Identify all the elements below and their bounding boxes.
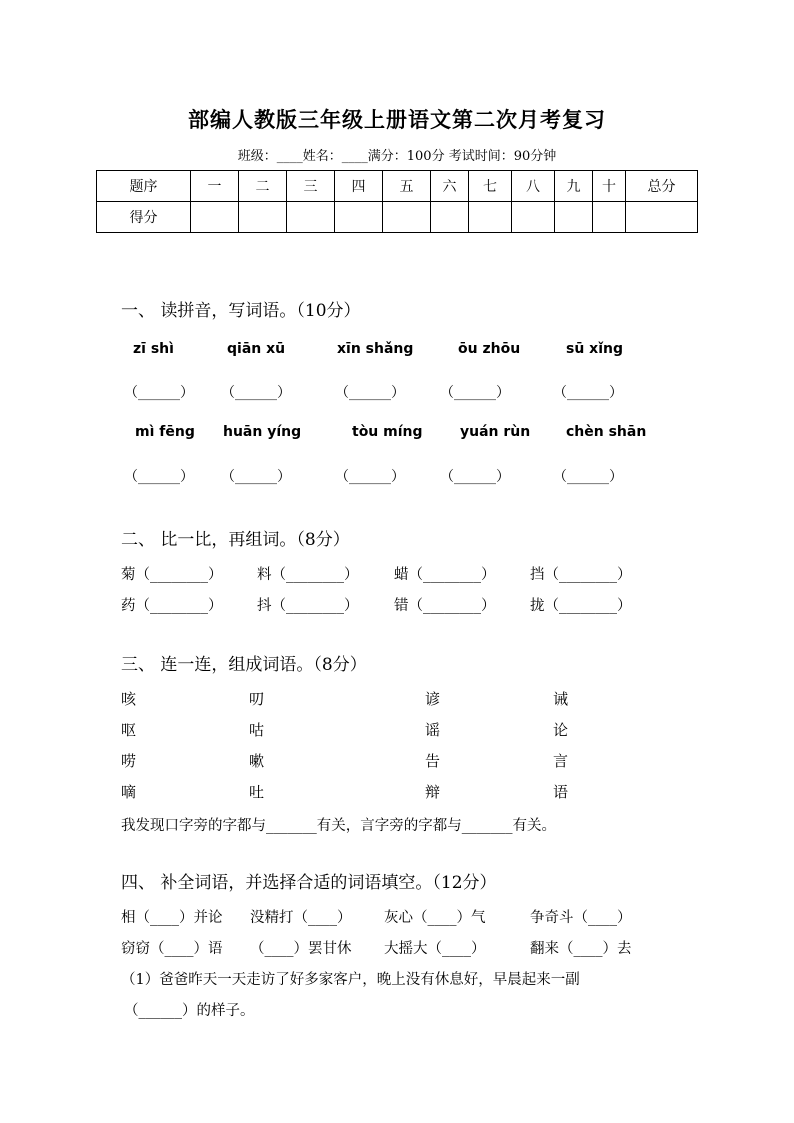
pinyin: xīn shǎng [337,341,414,357]
score-input-cell[interactable] [239,202,287,233]
score-table-score-row [97,202,698,233]
section-heading: 一、 读拼音，写词语。（10分） [121,301,361,321]
question-text: （1）爸爸昨天一天走访了好多家客户，晚上没有休息好，早晨起来一副 [121,972,580,988]
table-cell: 六 [431,171,469,202]
table-cell: 三 [287,171,335,202]
table-cell: 总分 [626,171,698,202]
score-input-cell[interactable] [335,202,383,233]
answer-blank[interactable]: （______） [440,469,510,485]
pinyin: ōu zhōu [458,341,521,357]
table-cell: 七 [469,171,512,202]
answer-blank[interactable]: （______） [553,469,623,485]
table-cell: 五 [383,171,431,202]
idiom-item[interactable]: （____）罢甘休 [250,941,352,957]
answer-blank[interactable]: （______） [335,469,405,485]
answer-blank[interactable]: （______） [553,385,623,401]
fill-in-sentence[interactable]: 我发现口字旁的字都与_______有关，言字旁的字都与_______有关。 [121,818,556,834]
score-input-cell[interactable] [431,202,469,233]
match-char[interactable]: 诫 [553,690,569,708]
score-table [96,170,698,233]
answer-blank[interactable]: （______） [124,469,194,485]
table-cell: 题序 [97,171,191,202]
idiom-item[interactable]: 翻来（____）去 [530,941,632,957]
table-cell: 二 [239,171,287,202]
match-char[interactable]: 语 [553,783,569,801]
table-cell: 九 [555,171,593,202]
score-input-cell[interactable] [287,202,335,233]
match-char[interactable]: 嘀 [121,783,137,801]
pinyin: zī shì [133,341,174,357]
match-char[interactable]: 唠 [121,752,137,770]
pinyin: huān yíng [223,424,302,440]
section-heading: 四、 补全词语，并选择合适的词语填空。（12分） [121,873,497,893]
pinyin: yuán rùn [460,424,531,440]
match-char[interactable]: 咳 [121,690,137,708]
match-char[interactable]: 呕 [121,721,137,739]
section-heading: 三、 连一连，组成词语。（8分） [121,655,367,675]
pinyin: chèn shān [566,424,647,440]
score-input-cell[interactable] [555,202,593,233]
match-char[interactable]: 咕 [249,721,265,739]
match-char[interactable]: 吐 [249,783,265,801]
idiom-item[interactable]: 灰心（____）气 [384,910,486,926]
word-item[interactable]: 药（________） [121,598,223,614]
match-char[interactable]: 叨 [249,690,265,708]
table-cell: 得分 [97,202,191,233]
word-item[interactable]: 菊（________） [121,567,223,583]
score-input-cell[interactable] [383,202,431,233]
score-input-cell[interactable] [593,202,626,233]
match-char[interactable]: 辩 [425,783,441,801]
table-cell: 十 [593,171,626,202]
word-item[interactable]: 挡（________） [530,567,632,583]
word-item[interactable]: 错（________） [394,598,496,614]
answer-blank[interactable]: （______） [440,385,510,401]
pinyin: qiān xū [227,341,286,357]
pinyin: tòu míng [352,424,423,440]
match-char[interactable]: 言 [553,752,569,770]
match-char[interactable]: 谚 [425,690,441,708]
match-char[interactable]: 告 [425,752,441,770]
idiom-item[interactable]: 没精打（____） [250,910,352,926]
idiom-item[interactable]: 相（____）并论 [121,910,223,926]
table-cell: 八 [512,171,555,202]
word-item[interactable]: 蜡（________） [394,567,496,583]
idiom-item[interactable]: 大摇大（____） [384,941,486,957]
word-item[interactable]: 抖（________） [257,598,359,614]
score-input-cell[interactable] [626,202,698,233]
score-table-header-row [97,171,698,202]
score-input-cell[interactable] [191,202,239,233]
match-char[interactable]: 嗽 [249,752,265,770]
pinyin: sū xǐng [566,341,623,357]
word-item[interactable]: 拢（________） [530,598,632,614]
answer-blank[interactable]: （______） [221,385,291,401]
word-item[interactable]: 料（________） [257,567,359,583]
answer-blank[interactable]: （______） [124,385,194,401]
page-title: 部编人教版三年级上册语文第二次月考复习 [188,107,606,132]
match-char[interactable]: 论 [553,721,569,739]
answer-blank[interactable]: （______） [221,469,291,485]
pinyin: mì fēng [135,424,195,440]
idiom-item[interactable]: 争奇斗（____） [530,910,632,926]
idiom-item[interactable]: 窃窃（____）语 [121,941,223,957]
score-input-cell[interactable] [469,202,512,233]
exam-info: 班级：____姓名：____满分：100分 考试时间：90分钟 [237,149,557,164]
table-cell: 一 [191,171,239,202]
match-char[interactable]: 谣 [425,721,441,739]
question-text[interactable]: （______）的样子。 [124,1003,255,1019]
section-heading: 二、 比一比，再组词。（8分） [121,530,350,550]
table-cell: 四 [335,171,383,202]
answer-blank[interactable]: （______） [335,385,405,401]
score-input-cell[interactable] [512,202,555,233]
